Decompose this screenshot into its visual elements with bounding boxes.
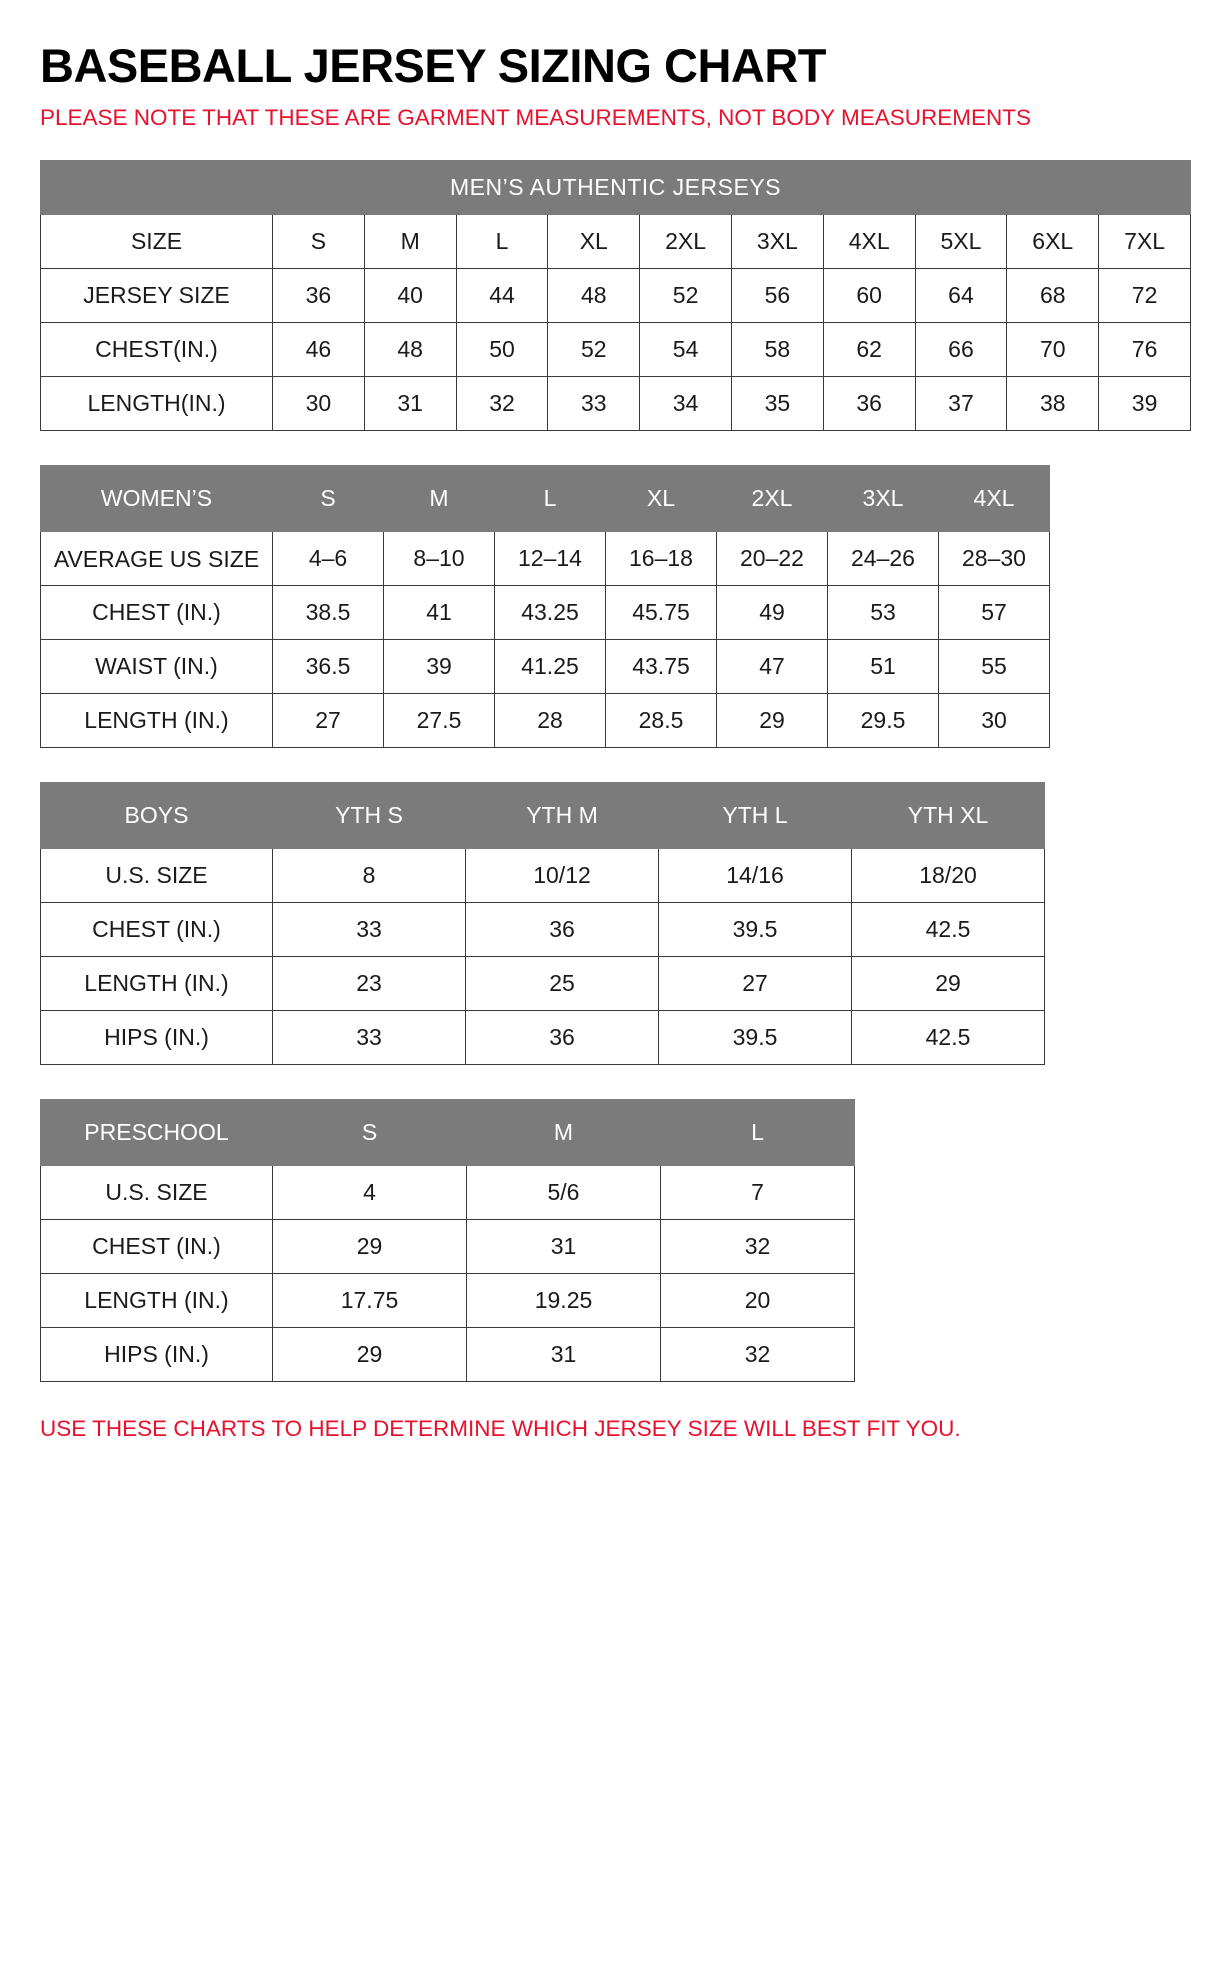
cell: 56: [731, 269, 823, 323]
cell: 42.5: [852, 903, 1045, 957]
cell: 53: [828, 586, 939, 640]
cell: 42.5: [852, 1011, 1045, 1065]
cell: 37: [915, 377, 1007, 431]
table-row: [41, 694, 1050, 748]
row-label: CHEST(IN.): [41, 323, 273, 377]
cell: 28.5: [606, 694, 717, 748]
preschool-size-m: M: [467, 1100, 661, 1166]
table-row: [41, 1166, 855, 1220]
womens-size-l: L: [495, 466, 606, 532]
cell: 29: [717, 694, 828, 748]
cell: 30: [939, 694, 1050, 748]
table-row: [41, 1011, 1045, 1065]
mens-size-7xl: 7XL: [1099, 215, 1191, 269]
cell: 29: [273, 1328, 467, 1382]
cell: 7: [661, 1166, 855, 1220]
cell: 10/12: [466, 849, 659, 903]
table-row: [41, 849, 1045, 903]
table-row: [41, 640, 1050, 694]
cell: 66: [915, 323, 1007, 377]
womens-size-m: M: [384, 466, 495, 532]
mens-size-m: M: [364, 215, 456, 269]
cell: 68: [1007, 269, 1099, 323]
row-label: JERSEY SIZE: [41, 269, 273, 323]
footer-note: USE THESE CHARTS TO HELP DETERMINE WHICH JERSEY SIZE WILL BEST FIT YOU.: [40, 1416, 961, 1442]
table-row: [41, 377, 1191, 431]
boys-size-yth-l: YTH L: [659, 783, 852, 849]
cell: 27: [659, 957, 852, 1011]
mens-size-s: S: [273, 215, 365, 269]
boys-header-label: BOYS: [41, 783, 273, 849]
cell: 39: [1099, 377, 1191, 431]
cell: 32: [661, 1328, 855, 1382]
boys-header-row: [41, 783, 1045, 849]
cell: 4–6: [273, 532, 384, 586]
cell: 44: [456, 269, 548, 323]
mens-size-4xl: 4XL: [823, 215, 915, 269]
cell: 51: [828, 640, 939, 694]
mens-size-3xl: 3XL: [731, 215, 823, 269]
mens-size-header-row: [41, 215, 1191, 269]
cell: 29: [273, 1220, 467, 1274]
cell: 29: [852, 957, 1045, 1011]
measurement-disclaimer: PLEASE NOTE THAT THESE ARE GARMENT MEASUREMENTS, NOT BODY MEASUREMENTS: [40, 105, 1032, 130]
cell: 8–10: [384, 532, 495, 586]
table-row: [41, 586, 1050, 640]
cell: 34: [640, 377, 732, 431]
cell: 76: [1099, 323, 1191, 377]
cell: 43.75: [606, 640, 717, 694]
cell: 45.75: [606, 586, 717, 640]
cell: 20–22: [717, 532, 828, 586]
cell: 24–26: [828, 532, 939, 586]
cell: 72: [1099, 269, 1191, 323]
cell: 58: [731, 323, 823, 377]
womens-header-label: WOMEN’S: [41, 466, 273, 532]
womens-size-2xl: 2XL: [717, 466, 828, 532]
cell: 48: [364, 323, 456, 377]
row-label: U.S. SIZE: [41, 849, 273, 903]
cell: 39.5: [659, 1011, 852, 1065]
cell: 40: [364, 269, 456, 323]
cell: 29.5: [828, 694, 939, 748]
mens-size-5xl: 5XL: [915, 215, 1007, 269]
cell: 25: [466, 957, 659, 1011]
preschool-sizing-table: [40, 1099, 855, 1382]
cell: 31: [467, 1328, 661, 1382]
cell: 41: [384, 586, 495, 640]
cell: 5/6: [467, 1166, 661, 1220]
cell: 31: [467, 1220, 661, 1274]
cell: 19.25: [467, 1274, 661, 1328]
preschool-size-l: L: [661, 1100, 855, 1166]
womens-size-4xl: 4XL: [939, 466, 1050, 532]
row-label: LENGTH (IN.): [41, 694, 273, 748]
cell: 36: [823, 377, 915, 431]
table-row: [41, 532, 1050, 586]
womens-size-xl: XL: [606, 466, 717, 532]
boys-size-yth-s: YTH S: [273, 783, 466, 849]
cell: 28–30: [939, 532, 1050, 586]
boys-size-yth-xl: YTH XL: [852, 783, 1045, 849]
cell: 32: [456, 377, 548, 431]
cell: 41.25: [495, 640, 606, 694]
mens-size-6xl: 6XL: [1007, 215, 1099, 269]
cell: 23: [273, 957, 466, 1011]
cell: 36.5: [273, 640, 384, 694]
cell: 33: [273, 903, 466, 957]
cell: 52: [640, 269, 732, 323]
preschool-header-label: PRESCHOOL: [41, 1100, 273, 1166]
cell: 16–18: [606, 532, 717, 586]
row-label: HIPS (IN.): [41, 1011, 273, 1065]
table-row: [41, 269, 1191, 323]
table-row: [41, 903, 1045, 957]
cell: 27: [273, 694, 384, 748]
table-row: [41, 1274, 855, 1328]
preschool-header-row: [41, 1100, 855, 1166]
mens-size-label: SIZE: [41, 215, 273, 269]
cell: 14/16: [659, 849, 852, 903]
cell: 60: [823, 269, 915, 323]
cell: 46: [273, 323, 365, 377]
row-label: WAIST (IN.): [41, 640, 273, 694]
cell: 54: [640, 323, 732, 377]
mens-size-xl: XL: [548, 215, 640, 269]
cell: 38: [1007, 377, 1099, 431]
cell: 62: [823, 323, 915, 377]
cell: 39.5: [659, 903, 852, 957]
cell: 31: [364, 377, 456, 431]
boys-size-yth-m: YTH M: [466, 783, 659, 849]
boys-sizing-table: [40, 782, 1045, 1065]
preschool-size-s: S: [273, 1100, 467, 1166]
womens-size-3xl: 3XL: [828, 466, 939, 532]
cell: 49: [717, 586, 828, 640]
cell: 47: [717, 640, 828, 694]
table-row: [41, 1328, 855, 1382]
row-label: AVERAGE US SIZE: [41, 532, 273, 586]
cell: 36: [466, 903, 659, 957]
cell: 57: [939, 586, 1050, 640]
page-title: BASEBALL JERSEY SIZING CHART: [40, 39, 826, 92]
table-row: [41, 957, 1045, 1011]
row-label: HIPS (IN.): [41, 1328, 273, 1382]
cell: 70: [1007, 323, 1099, 377]
table-row: [41, 323, 1191, 377]
cell: 17.75: [273, 1274, 467, 1328]
row-label: LENGTH(IN.): [41, 377, 273, 431]
mens-table-band: [41, 161, 1191, 215]
cell: 39: [384, 640, 495, 694]
row-label: LENGTH (IN.): [41, 957, 273, 1011]
cell: 32: [661, 1220, 855, 1274]
cell: 36: [466, 1011, 659, 1065]
cell: 43.25: [495, 586, 606, 640]
row-label: CHEST (IN.): [41, 903, 273, 957]
mens-size-l: L: [456, 215, 548, 269]
womens-header-row: [41, 466, 1050, 532]
cell: 48: [548, 269, 640, 323]
cell: 4: [273, 1166, 467, 1220]
mens-sizing-table: [40, 160, 1191, 431]
cell: 27.5: [384, 694, 495, 748]
womens-size-s: S: [273, 466, 384, 532]
cell: 52: [548, 323, 640, 377]
cell: 30: [273, 377, 365, 431]
womens-sizing-table: [40, 465, 1050, 748]
cell: 28: [495, 694, 606, 748]
cell: 18/20: [852, 849, 1045, 903]
mens-size-2xl: 2XL: [640, 215, 732, 269]
cell: 33: [273, 1011, 466, 1065]
cell: 55: [939, 640, 1050, 694]
cell: 50: [456, 323, 548, 377]
cell: 12–14: [495, 532, 606, 586]
cell: 36: [273, 269, 365, 323]
mens-band-title: MEN’S AUTHENTIC JERSEYS: [41, 161, 1191, 215]
row-label: U.S. SIZE: [41, 1166, 273, 1220]
cell: 35: [731, 377, 823, 431]
table-row: [41, 1220, 855, 1274]
row-label: LENGTH (IN.): [41, 1274, 273, 1328]
cell: 64: [915, 269, 1007, 323]
cell: 33: [548, 377, 640, 431]
cell: 38.5: [273, 586, 384, 640]
row-label: CHEST (IN.): [41, 1220, 273, 1274]
cell: 8: [273, 849, 466, 903]
row-label: CHEST (IN.): [41, 586, 273, 640]
cell: 20: [661, 1274, 855, 1328]
